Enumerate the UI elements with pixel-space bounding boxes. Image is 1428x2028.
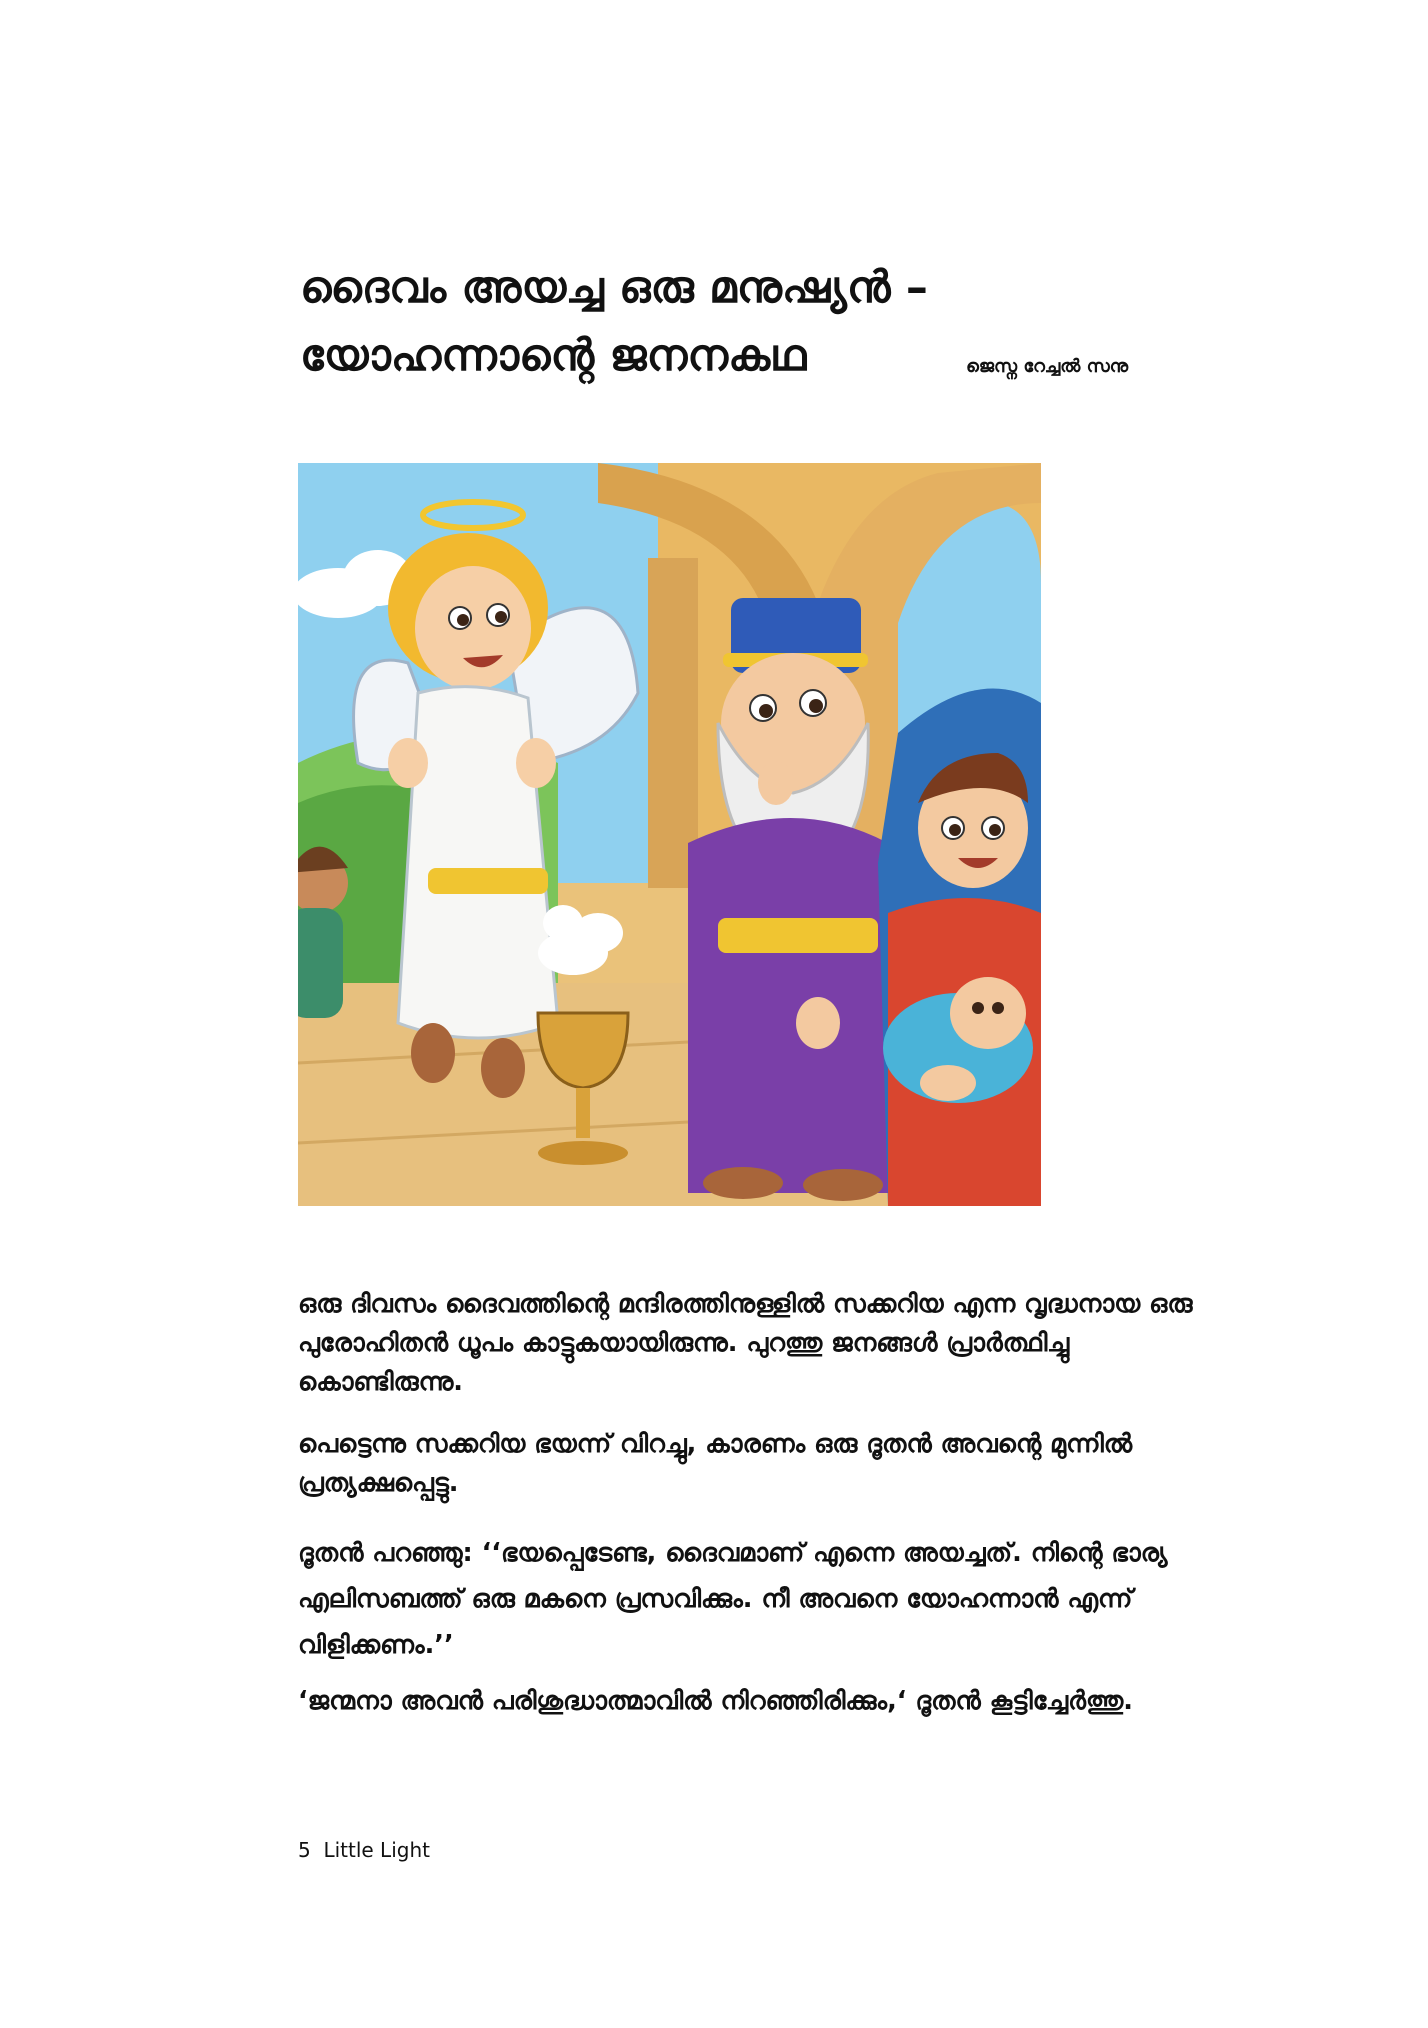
paragraph-1-text: ഒരു ദിവസം ദൈവത്തിന്റെ മന്ദിരത്തിനുള്ളിൽ സക്കറിയ എന്ന വൃദ്ധനായ ഒരു പുരോഹിതൻ ധൂപം കാട്ടുകയായിരുന്നു. പുറത്തു ജനങ്ങൾ പ്രാർത്ഥിച്ചു കൊണ്ടിരുന്നു. bbox=[298, 1289, 1193, 1397]
author-name: ജെസ്ന റേച്ചൽ സനു bbox=[966, 356, 1129, 377]
smoke bbox=[538, 905, 623, 975]
priest-sash bbox=[718, 918, 878, 953]
paragraph-4 bbox=[298, 1682, 1228, 1721]
paragraph-1 bbox=[298, 1285, 1228, 1402]
paragraph-4-text: ‘ജന്മനാ അവൻ പരിശുദ്ധാത്മാവിൽ നിറഞ്ഞിരിക്കും,‘ ദൂതൻ കൂട്ടിച്ചേർത്തു. bbox=[298, 1686, 1133, 1716]
paragraph-2 bbox=[298, 1425, 1228, 1503]
angel-zechariah-illustration bbox=[298, 463, 1041, 1206]
publication-name: Little Light bbox=[323, 1838, 430, 1862]
angel-sash bbox=[428, 868, 548, 894]
page-number: 5 bbox=[298, 1838, 311, 1862]
praying-man bbox=[298, 847, 348, 1018]
title-line-2: യോഹന്നാന്റെ ജനനകഥ bbox=[300, 330, 807, 381]
elizabeth bbox=[878, 688, 1041, 1206]
paragraph-3-text: ദൂതൻ പറഞ്ഞു: ‘‘ഭയപ്പെടേണ്ട, ദൈവമാണ് എന്നെ അയച്ചത്. നിന്റെ ഭാര്യ എലിസബത്ത് ഒരു മകനെ പ്രസവിക്കും. നീ അവനെ യോഹന്നാൻ എന്ന് വിളിക്കണം.’’ bbox=[298, 1538, 1168, 1660]
title-line-1: ദൈവം അയച്ച ഒരു മനുഷ്യൻ – bbox=[300, 262, 928, 313]
paragraph-2-text: പെട്ടെന്നു സക്കറിയ ഭയന്ന് വിറച്ചു, കാരണം ഒരു ദൂതൻ അവന്റെ മുന്നിൽ പ്രത്യക്ഷപ്പെട്ടു. bbox=[298, 1429, 1133, 1498]
page-footer bbox=[298, 1838, 430, 1862]
column bbox=[648, 558, 698, 888]
story-illustration bbox=[298, 463, 1041, 1206]
baby-face bbox=[950, 977, 1026, 1049]
paragraph-3 bbox=[298, 1530, 1228, 1668]
